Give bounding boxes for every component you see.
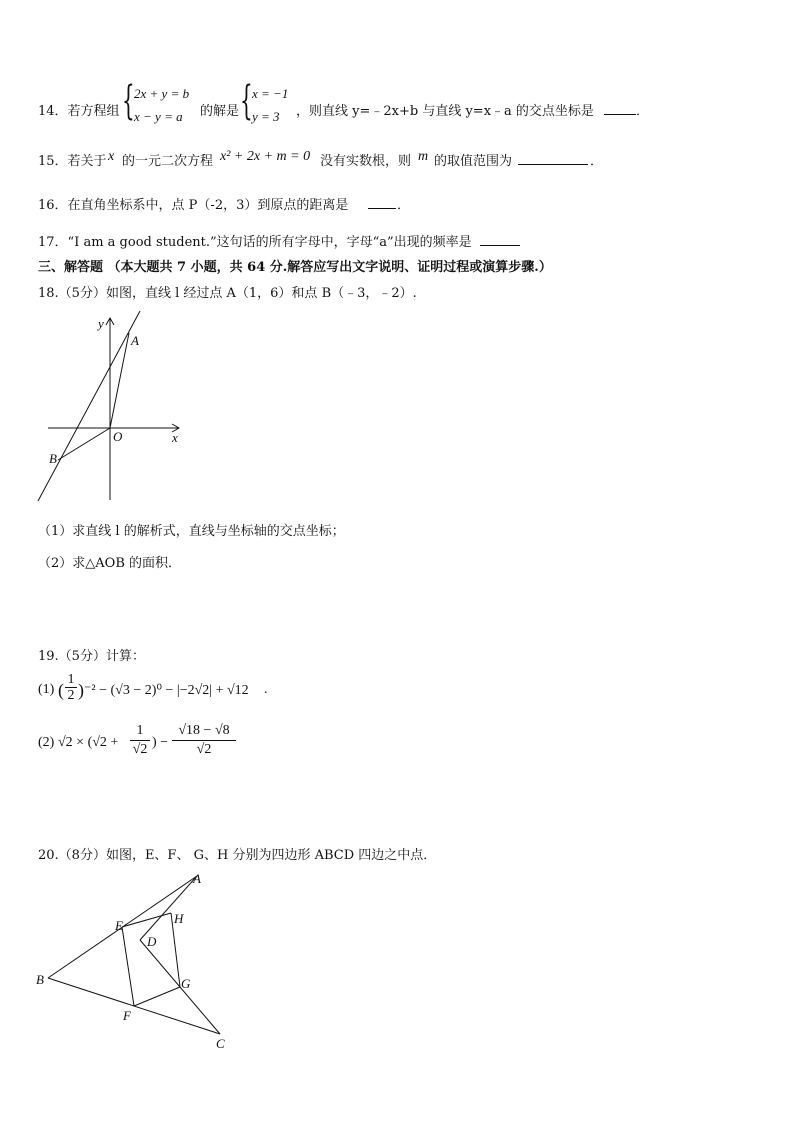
left-brace-icon: { xyxy=(122,78,135,124)
q14-system-2 xyxy=(240,78,300,128)
q18-stem: 18.（5分）如图，直线 l 经过点 A（1，6）和点 B（﹣3，﹣2）. xyxy=(38,286,417,301)
label-B: B xyxy=(49,451,57,466)
label-D: D xyxy=(147,934,157,949)
segment-OB xyxy=(58,428,110,460)
q15-var-x: x xyxy=(108,149,115,164)
label-F: F xyxy=(123,1008,131,1023)
q14-end: ． xyxy=(636,104,650,119)
segment-OA xyxy=(110,333,129,428)
q15-equation: x² + 2x + m = 0 xyxy=(220,149,311,164)
q18-figure xyxy=(30,305,200,510)
close-paren: ) xyxy=(78,680,84,700)
q14-sys1-line2: x − y = a xyxy=(134,109,183,124)
label-y: y xyxy=(98,316,104,331)
q19-stem: 19.（5分）计算： xyxy=(38,649,145,664)
q15-suffix: 的取值范围为 xyxy=(434,154,513,169)
q14-suffix: ，则直线 y=﹣2x+b 与直线 y=x﹣a 的交点坐标是 xyxy=(296,104,594,119)
open-paren: ( xyxy=(58,680,64,700)
q19-part2-label: (2) xyxy=(38,735,55,750)
q16-end: ． xyxy=(397,198,411,213)
q19-part2-fraction2 xyxy=(172,722,236,759)
left-brace-icon: { xyxy=(240,78,253,124)
label-H: H xyxy=(174,911,184,926)
label-A: A xyxy=(131,333,139,348)
q15-prefix: 15．若关于 xyxy=(38,154,107,169)
q14-answer-blank xyxy=(604,102,636,115)
q14-system-1 xyxy=(122,78,202,128)
q18-part1: （1）求直线 l 的解析式，直线与坐标轴的交点坐标； xyxy=(38,524,345,539)
section-3-heading: 三、解答题 （本大题共 7 小题，共 64 分.解答应写出文字说明、证明过程或演算步骤.） xyxy=(38,260,552,275)
side-DA xyxy=(140,876,197,940)
q16-answer-blank xyxy=(368,196,396,209)
q15-mid2: 没有实数根，则 xyxy=(320,154,412,169)
q14-mid: 的解是 xyxy=(200,104,240,119)
frac-den: √2 xyxy=(132,742,148,757)
label-E: E xyxy=(115,918,123,933)
q14-prefix: 14．若方程组 xyxy=(38,104,120,119)
label-G: G xyxy=(181,976,191,991)
line-l xyxy=(38,311,140,501)
frac-den: 2 xyxy=(67,688,75,703)
label-B: B xyxy=(36,972,44,987)
frac-num: 1 xyxy=(130,722,150,741)
q20-figure xyxy=(30,868,240,1053)
label-A: A xyxy=(193,871,201,886)
q19-part2-b: ) − xyxy=(152,735,169,750)
q14-sys2-line1: x = −1 xyxy=(252,86,289,101)
q14-sys2-line2: y = 3 xyxy=(252,109,280,124)
segment-EH xyxy=(122,913,171,927)
q15-mid1: 的一元二次方程 xyxy=(122,154,214,169)
label-x: x xyxy=(172,430,178,445)
segment-GF xyxy=(134,987,180,1006)
label-O: O xyxy=(113,429,123,444)
segment-FE xyxy=(122,927,134,1006)
frac-den: √2 xyxy=(196,742,212,757)
q14-sys1-line1: 2x + y = b xyxy=(134,86,190,101)
q15-end: ． xyxy=(590,154,604,169)
q19-part2-a: √2 × (√2 + xyxy=(58,735,119,750)
q16-text: 16．在直角坐标系中，点 P（-2，3）到原点的距离是 xyxy=(38,198,349,213)
q18-part2: （2）求△AOB 的面积． xyxy=(38,556,182,571)
frac-num: 1 xyxy=(65,672,77,688)
q17-answer-blank xyxy=(480,233,520,246)
q20-stem: 20.（8分）如图，E、F、 G、H 分别为四边形 ABCD 四边之中点． xyxy=(38,848,437,863)
label-C: C xyxy=(216,1036,225,1051)
q17-text: 17．“I am a good student.”这句话的所有字母中，字母“a”出现的频率是 xyxy=(38,235,472,250)
q19-part1-end: . xyxy=(264,682,268,697)
frac-num: √18 − √8 xyxy=(172,722,236,741)
q19-part1-fraction xyxy=(65,672,77,704)
q19-part1-rest: ⁻² − (√3 − 2)⁰ − |−2√2| + √12 xyxy=(84,683,249,698)
q19-part2-fraction xyxy=(130,722,150,759)
q15-var-m: m xyxy=(418,149,429,164)
q15-answer-blank xyxy=(518,152,588,165)
q19-part1-label: (1) xyxy=(38,682,55,697)
